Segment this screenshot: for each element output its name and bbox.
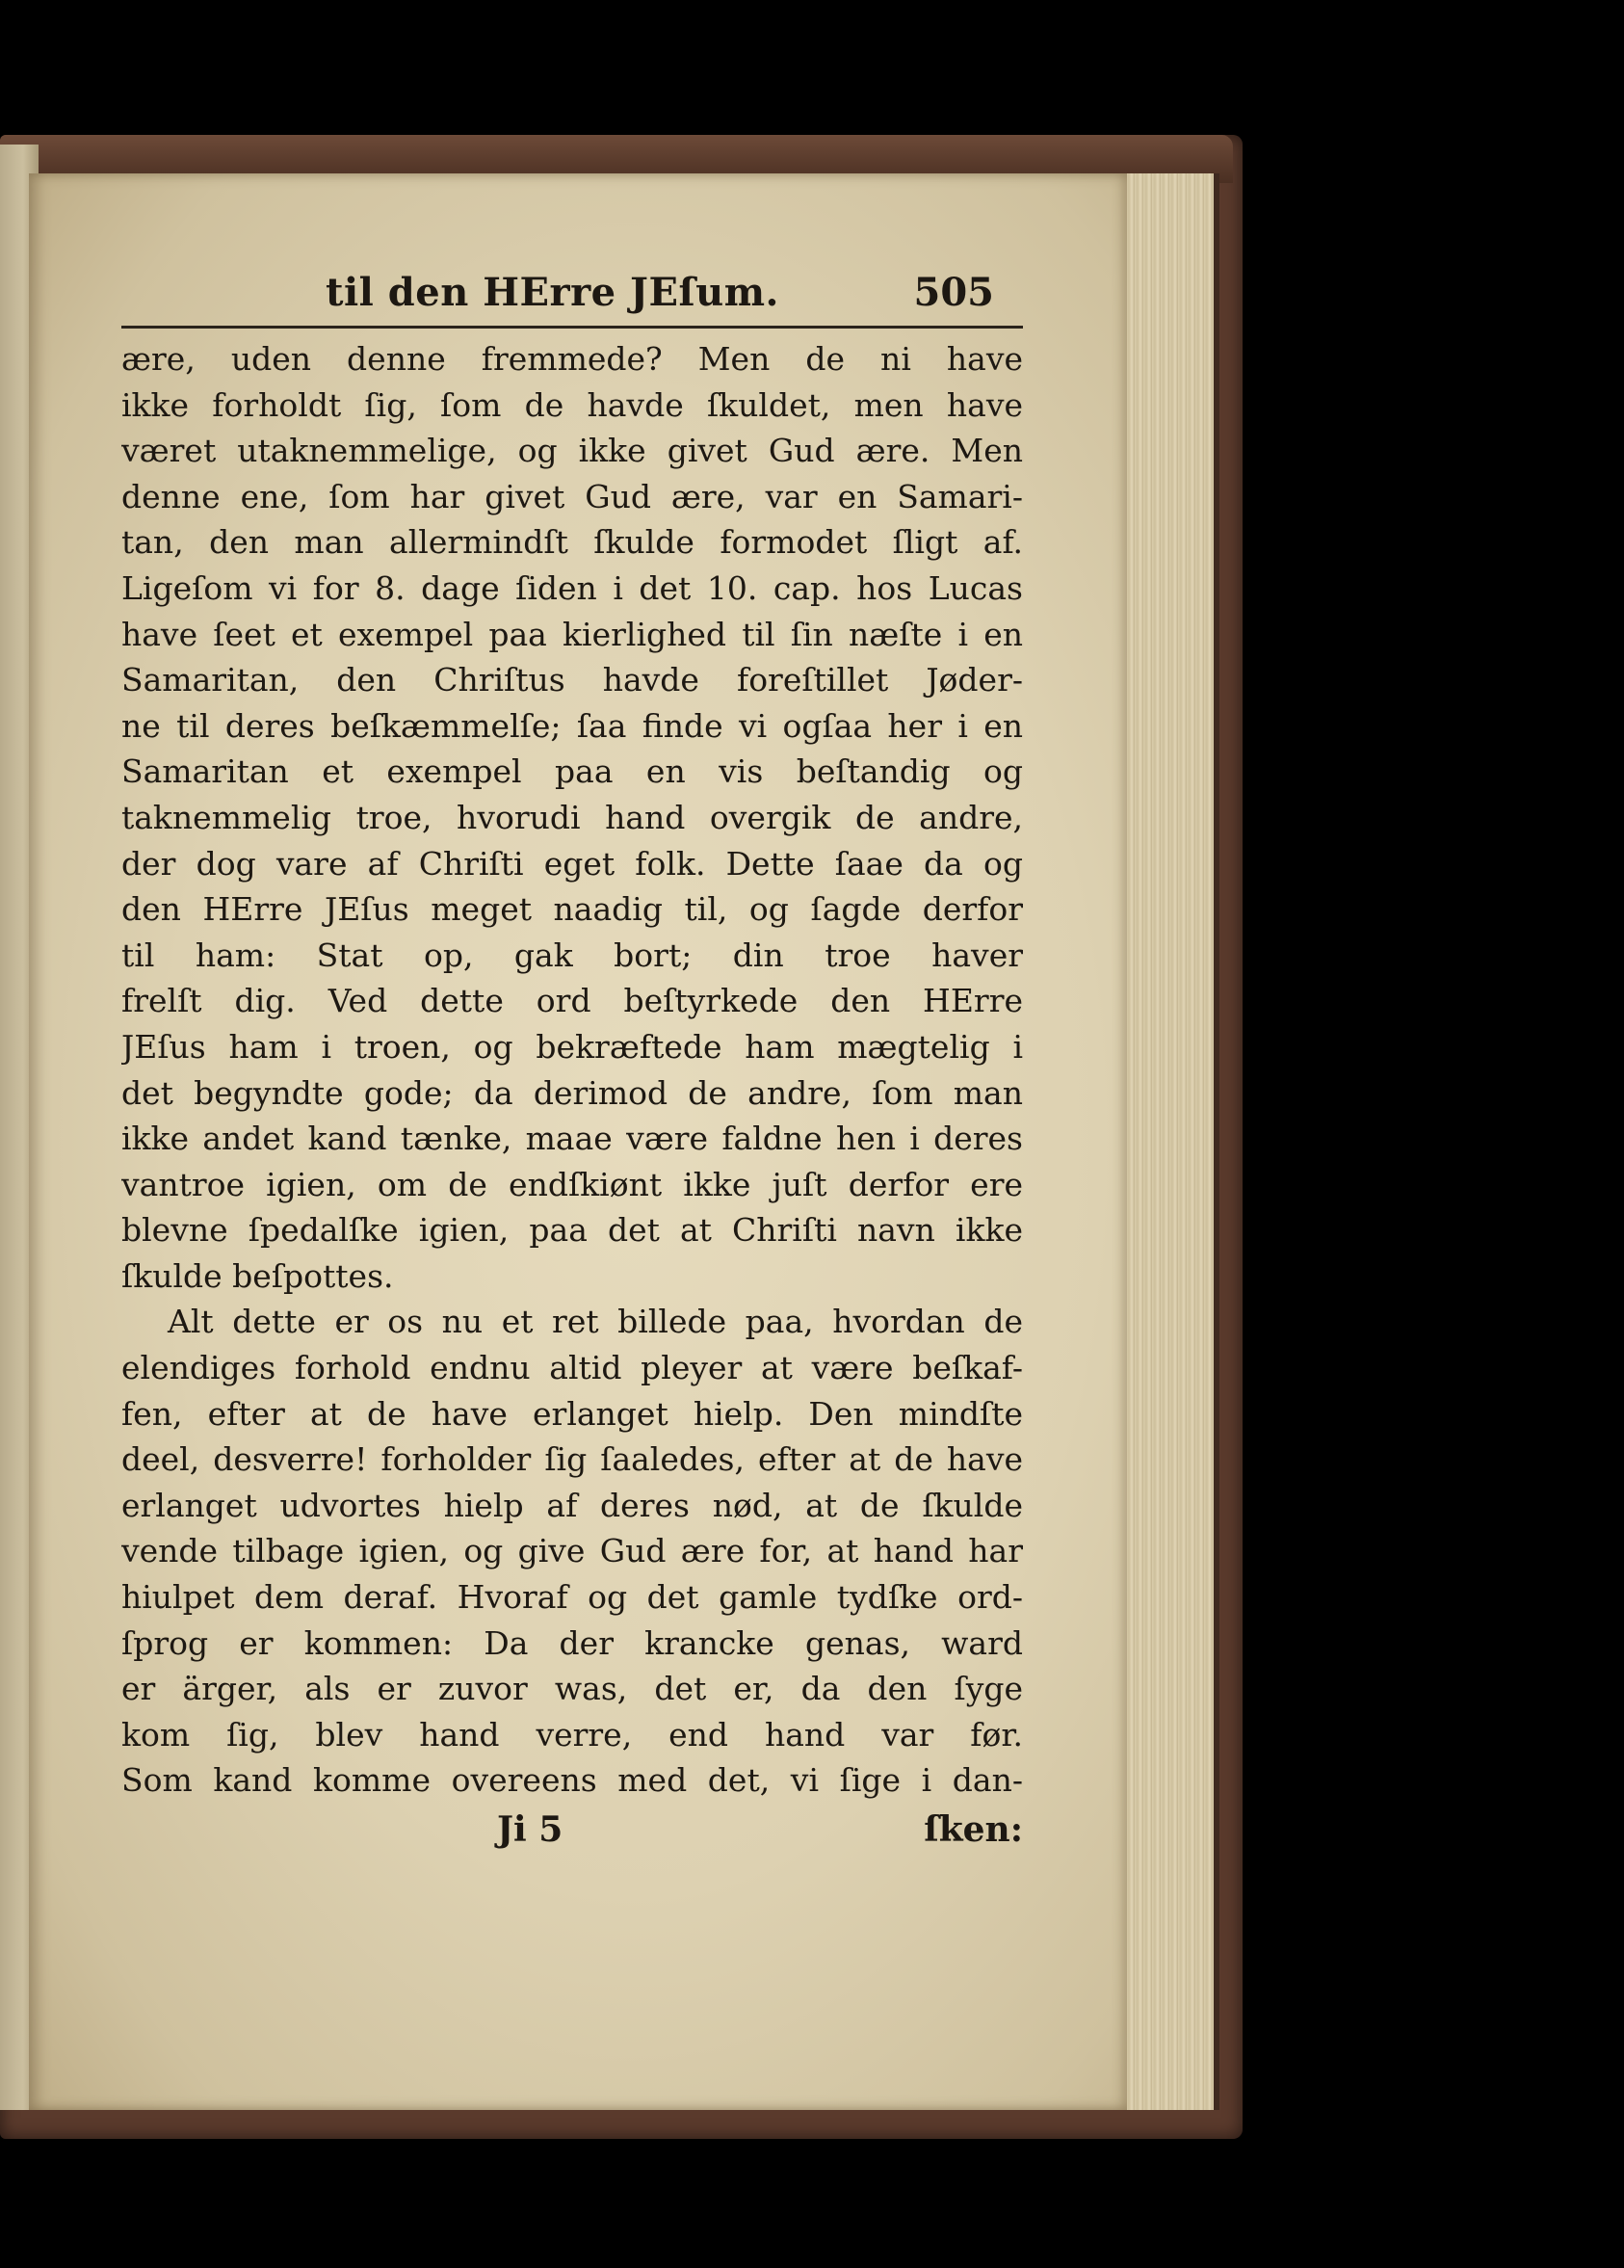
body-text bbox=[121, 336, 1023, 1804]
text-line-paragraph-end: ſkulde beſpottes. bbox=[121, 1256, 394, 1295]
text-line: ſprog er kommen: Da der krancke genas, ward bbox=[121, 1623, 1023, 1662]
running-head-title: til den HErre JEſum. bbox=[326, 270, 779, 315]
book-page bbox=[29, 173, 1127, 2110]
text-line: hiulpet dem deraf. Hvoraf og det gamle tydſke ord- bbox=[121, 1578, 1023, 1617]
text-line: ikke andet kand tænke, maae være faldne hen i deres bbox=[121, 1120, 1023, 1158]
text-line: denne ene, ſom har givet Gud ære, var en Samari- bbox=[121, 477, 1023, 515]
text-line: frelſt dig. Ved dette ord beſtyrkede den HErre bbox=[121, 982, 1023, 1020]
text-line: ære, uden denne fremmede? Men de ni have bbox=[121, 340, 1023, 378]
text-line: have ſeet et exempel paa kierlighed til ſin næſte i en bbox=[121, 615, 1023, 653]
running-head bbox=[121, 270, 1023, 329]
text-line: blevne ſpedalſke igien, paa det at Chriſti navn ikke bbox=[121, 1211, 1023, 1250]
text-line: kom ſig, blev hand verre, end hand var før. bbox=[121, 1715, 1023, 1754]
text-line: det begyndte gode; da derimod de andre, ſom man bbox=[121, 1073, 1023, 1112]
text-line: fen, efter at de have erlanget hielp. Den mindſte bbox=[121, 1394, 1023, 1433]
text-line: elendiges forhold endnu altid pleyer at være beſkaf- bbox=[121, 1349, 1023, 1387]
text-line: Som kand komme overeens med det, vi ſige i dan- bbox=[121, 1761, 1023, 1800]
text-line: den HErre JEſus meget naadig til, og ſagde derfor bbox=[121, 890, 1023, 929]
text-line: tan, den man allermindſt ſkulde formodet ſligt af. bbox=[121, 523, 1023, 562]
signature-mark: Ji 5 bbox=[497, 1809, 563, 1850]
text-line: vende tilbage igien, og give Gud ære for, at hand har bbox=[121, 1532, 1023, 1570]
text-line: erlanget udvortes hielp af deres nød, at de ſkulde bbox=[121, 1486, 1023, 1524]
text-line: taknemmelig troe, hvorudi hand overgik de andre, bbox=[121, 798, 1023, 836]
page-footer bbox=[121, 1806, 1023, 1863]
page-number: 505 bbox=[913, 270, 994, 315]
text-line: er ärger, als er zuvor was, det er, da den ſyge bbox=[121, 1670, 1023, 1708]
text-line: vantroe igien, om de endſkiønt ikke juſt derfor ere bbox=[121, 1165, 1023, 1203]
text-line: ne til deres beſkæmmelſe; ſaa finde vi ogſaa her i en bbox=[121, 706, 1023, 745]
text-line: Ligeſom vi for 8. dage ſiden i det 10. cap. hos Lucas bbox=[121, 568, 1023, 607]
text-line: været utaknemmelige, og ikke givet Gud ære. Men bbox=[121, 432, 1023, 470]
text-line-paragraph-start: Alt dette er os nu et ret billede paa, hvordan de bbox=[168, 1303, 1023, 1341]
text-line: der dog vare af Chriſti eget folk. Dette ſaae da og bbox=[121, 844, 1023, 883]
text-line: JEſus ham i troen, og bekræftede ham mægtelig i bbox=[121, 1027, 1023, 1066]
text-line: Samaritan, den Chriſtus havde foreſtillet Jøder- bbox=[121, 661, 1023, 699]
text-block bbox=[121, 270, 1023, 1863]
text-line: ikke forholdt ſig, ſom de havde ſkuldet, men have bbox=[121, 385, 1023, 424]
text-line: til ham: Stat op, gak bort; din troe haver bbox=[121, 936, 1023, 974]
text-line: deel, desverre! forholder ſig ſaaledes, efter at de have bbox=[121, 1440, 1023, 1479]
catchword: ſken: bbox=[924, 1809, 1023, 1850]
text-line: Samaritan et exempel paa en vis beſtandig og bbox=[121, 752, 1023, 791]
page-block-edges bbox=[1117, 173, 1219, 2110]
